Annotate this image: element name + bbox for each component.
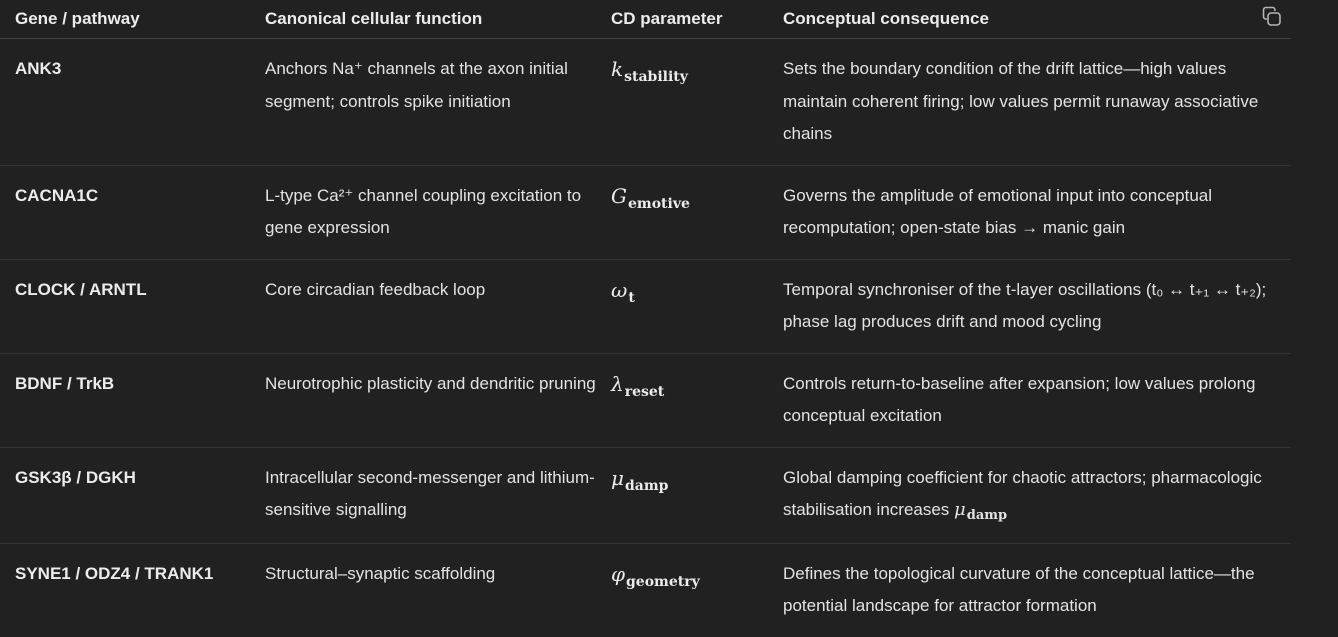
consequence-subscript: damp — [966, 508, 1008, 523]
table-row — [0, 165, 1291, 259]
header-consequence: Conceptual consequence — [783, 0, 1291, 39]
function-cell: L-type Ca²⁺ channel coupling excitation to gene expression — [265, 165, 611, 259]
copy-table-button[interactable] — [1260, 5, 1284, 29]
parameter-cell — [611, 543, 783, 637]
consequence-text: Global damping coefficient for chaotic attractors; pharmacologic stabilisation increases — [783, 467, 1262, 519]
function-cell: Structural–synaptic scaffolding — [265, 563, 496, 583]
parameter-symbol: k — [611, 57, 624, 81]
table-header-row — [0, 0, 1291, 39]
parameter-cell — [611, 39, 783, 166]
table-row — [0, 259, 1291, 353]
consequence-math — [954, 499, 1008, 523]
consequence-cell: Governs the amplitude of emotional input into conceptual recomputation; open-state bias → manic gain — [783, 165, 1291, 259]
table-row — [0, 543, 1291, 637]
parameter-cell — [611, 259, 783, 353]
function-cell: Neurotrophic plasticity and dendritic pruning — [265, 353, 611, 447]
parameter-cell — [611, 353, 783, 447]
table-row — [0, 39, 1291, 166]
parameter-subscript: reset — [624, 383, 665, 400]
table-body — [0, 39, 1291, 637]
parameter-symbol: λ — [611, 371, 624, 396]
parameter-subscript: stability — [624, 69, 688, 85]
header-parameter: CD parameter — [611, 0, 783, 39]
parameter-cell — [611, 447, 783, 543]
copy-icon — [1260, 5, 1284, 29]
parameter-symbol: μ — [611, 465, 624, 490]
gene-cell: GSK3β / DGKH — [0, 447, 265, 543]
parameter-subscript: emotive — [627, 195, 690, 212]
gene-cell: CACNA1C — [0, 165, 265, 259]
header-function: Canonical cellular function — [265, 0, 611, 39]
header-gene: Gene / pathway — [0, 0, 265, 39]
consequence-symbol: μ — [954, 499, 966, 520]
function-cell: Core circadian feedback loop — [265, 259, 611, 353]
consequence-cell: Sets the boundary condition of the drift lattice—high values maintain coherent firing; low values permit runaway associative chains — [783, 39, 1291, 166]
consequence-cell: Temporal synchroniser of the t-layer oscillations (t₀ ↔ t₊₁ ↔ t₊₂); phase lag produces drift and mood cycling — [783, 259, 1291, 353]
gene-cell: BDNF / TrkB — [0, 353, 265, 447]
parameter-subscript: t — [628, 289, 635, 306]
consequence-cell — [783, 447, 1291, 543]
consequence-cell: Defines the topological curvature of the conceptual lattice—the potential landscape for attractor formation — [783, 563, 1255, 615]
parameter-subscript: geometry — [626, 573, 700, 590]
parameter-cell — [611, 165, 783, 259]
parameter-symbol: ω — [611, 277, 628, 302]
gene-cell: ANK3 — [0, 39, 265, 166]
consequence-cell: Controls return-to-baseline after expansion; low values prolong conceptual excitation — [783, 353, 1291, 447]
gene-cell: SYNE1 / ODZ4 / TRANK1 — [15, 563, 214, 583]
function-cell: Anchors Na⁺ channels at the axon initial segment; controls spike initiation — [265, 39, 611, 166]
table-row — [0, 447, 1291, 543]
parameter-subscript: damp — [625, 477, 669, 494]
gene-cell: CLOCK / ARNTL — [0, 259, 265, 353]
parameter-symbol: G — [611, 183, 627, 208]
table-row — [0, 353, 1291, 447]
parameter-symbol: φ — [611, 561, 626, 586]
function-cell: Intracellular second-messenger and lithium-sensitive signalling — [265, 447, 611, 543]
